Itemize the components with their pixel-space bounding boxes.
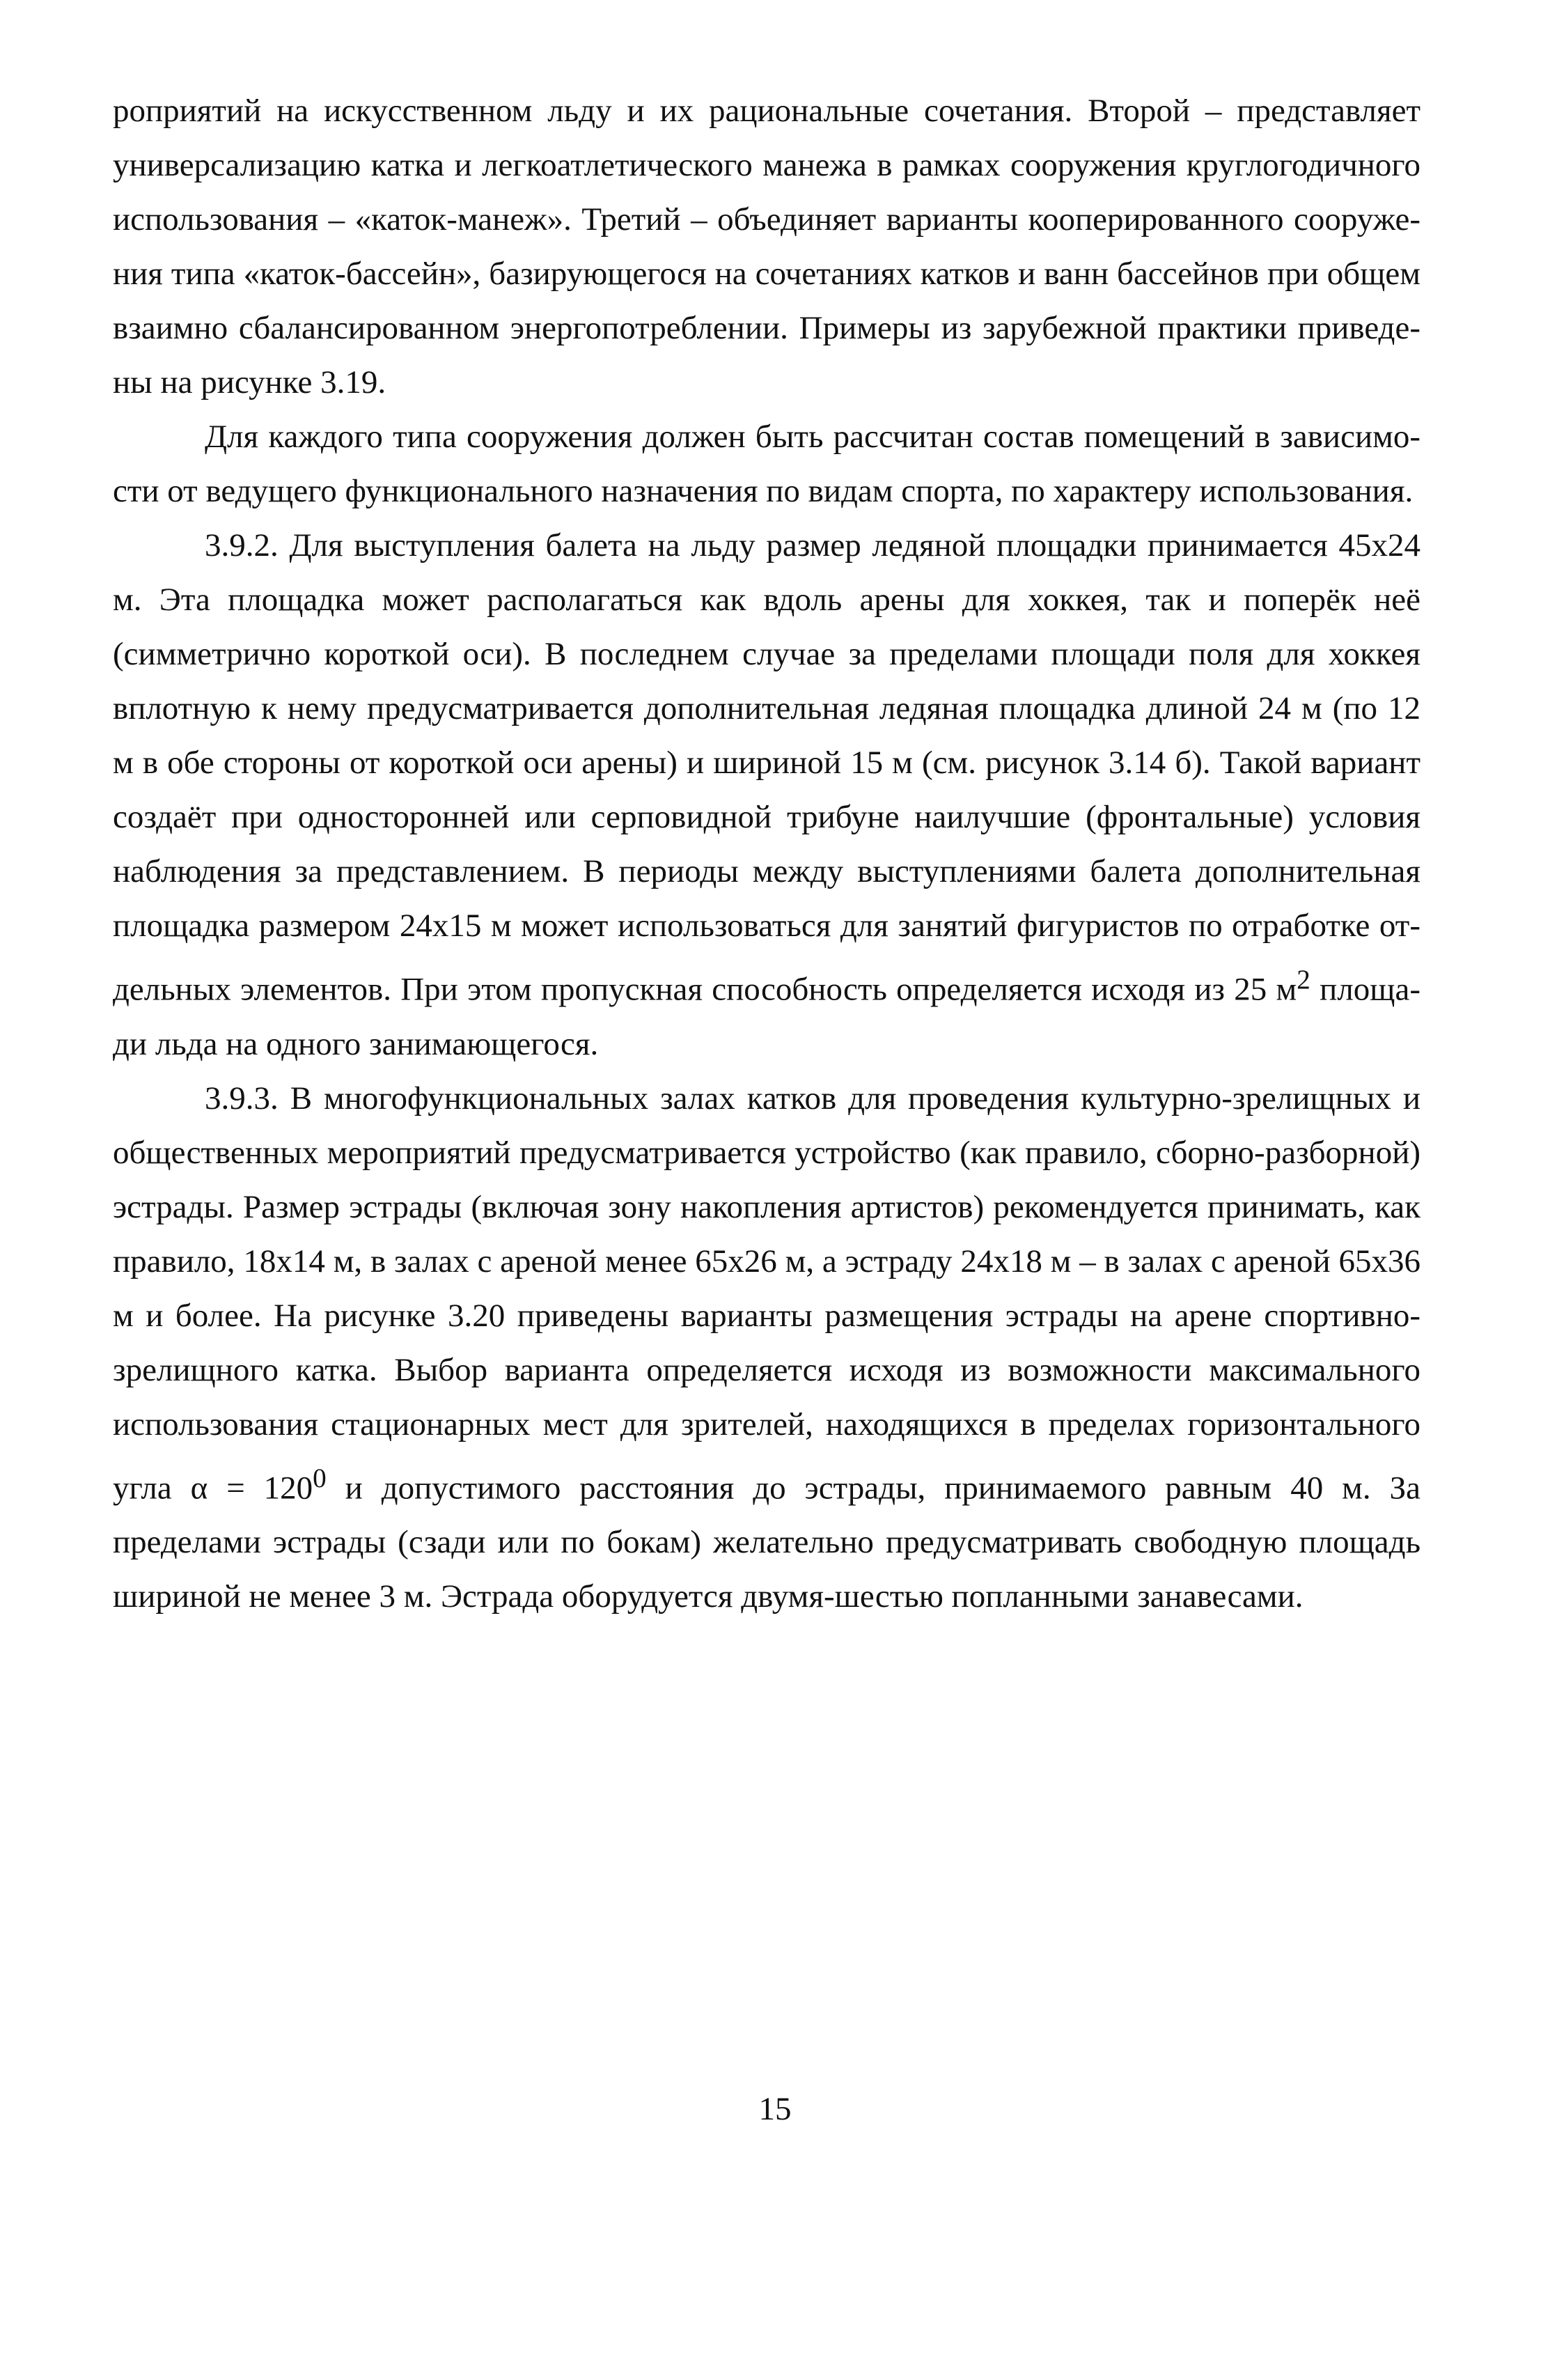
superscript-square-metres: 2 [1297,965,1310,995]
paragraph-3-section-3-9-2 [113,518,1420,1071]
paragraph-1: роприятий на искусственном льду и их рациональные сочетания. Второй – представляет универсализацию катка и легкоатлетического манежа в рамках сооружения круглогодичного использования – «каток-манеж». Третий – объединяет варианты кооперированного сооружения типа «каток-бассейн», базирующегося на сочетаниях катков и ванн бассейнов при общем взаимно сбалансированном энергопотреблении. Примеры из зарубежной практики приведены на рисунке 3.19. [113,93,1420,400]
paragraph-4-text-b: и допустимого расстояния до эстрады, принимаемого равным 40 м. За пределами эстрады (сзади или по бокам) желательно предусматривать свободную площадь шириной не менее 3 м. Эстрада оборудуется двумя-шестью попланными занавесами. [113,1470,1420,1615]
body-text [113,84,1420,1624]
paragraph-4-section-3-9-3 [113,1071,1420,1624]
page-number: 15 [758,2091,792,2127]
superscript-degree: 0 [313,1463,327,1493]
paragraph-3-text-a: 3.9.2. Для выступления балета на льду размер ледяной площадки принимается 45х24 м. Эта площадка может располагаться как вдоль арены для хоккея, так и поперёк неё (симметрично короткой оси). В последнем случае за пределами площади поля для хоккея вплотную к нему предусматривается дополнительная ледяная площадка длиной 24 м (по 12 м в обе стороны от короткой оси арены) и шириной 15 м (см. рисунок 3.14 б). Такой вариант создаёт при односторонней или серповидной трибуне наилучшие (фронтальные) условия наблюдения за представлением. В периоды между выступлениями балета дополнительная площадка размером 24х15 м может использоваться для занятий фигуристов по отработке отдельных элементов. При этом пропускная способность определяется исходя из 25 м [113,527,1420,1008]
paragraph-4-text-a: 3.9.3. В многофункциональных залах катков для проведения культурно-зрелищных и общественных мероприятий предусматривается устройство (как правило, сборно-разборной) эстрады. Размер эстрады (включая зону накопления артистов) рекомендуется принимать, как правило, 18х14 м, в залах с ареной менее 65х26 м, а эстраду 24х18 м – в залах с ареной 65х36 м и более. На рисунке 3.20 приведены варианты размещения эстрады на арене спортивно-зрелищного катка. Выбор варианта определяется исходя из возможности максимального использования стационарных мест для зрителей, находящихся в пределах горизонтального угла α = 120 [113,1080,1420,1507]
paragraph-3-text-b: площади льда на одного занимающегося. [113,971,1420,1062]
paragraph-2: Для каждого типа сооружения должен быть рассчитан состав помещений в зависимости от ведущего функционального назначения по видам спорта, по характеру использования. [113,419,1420,509]
